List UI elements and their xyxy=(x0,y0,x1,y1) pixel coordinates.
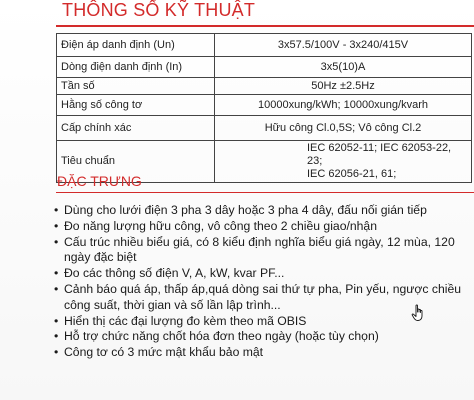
spec-value-line: Hữu công Cl.0,5S; Vô công Cl.2 xyxy=(264,121,422,134)
bullet-icon: • xyxy=(54,329,59,344)
hand-pointer-icon xyxy=(411,304,427,322)
spec-value xyxy=(215,116,472,141)
list-item xyxy=(54,235,472,267)
list-item xyxy=(54,282,472,314)
page-title: THÔNG SỐ KỸ THUẬT xyxy=(62,0,256,20)
bullet-icon: • xyxy=(54,203,59,217)
spec-value-line: 10000xung/kWh; 10000xung/kvarh xyxy=(257,98,428,111)
features-underline xyxy=(56,192,474,193)
list-item xyxy=(54,345,472,361)
table-row xyxy=(57,78,472,95)
spec-label: Tiêu chuẩn xyxy=(57,141,215,183)
table-row xyxy=(57,57,472,78)
feature-text: Đo năng lượng hữu công, vô công theo 2 chiều giao/nhận xyxy=(64,218,377,233)
list-item xyxy=(54,266,472,282)
list-item xyxy=(54,314,472,330)
features-list xyxy=(54,203,472,361)
spec-value-line: 3x5(10)A xyxy=(320,60,366,73)
bullet-icon: • xyxy=(54,266,59,281)
bullet-icon: • xyxy=(54,234,59,249)
specs-table xyxy=(56,33,472,183)
spec-value xyxy=(215,78,472,95)
spec-label: Dòng điện danh định (In) xyxy=(57,57,215,78)
list-item xyxy=(54,329,472,345)
spec-label: Tần số xyxy=(57,78,215,95)
spec-value-line: 50Hz ±2.5Hz xyxy=(311,79,375,92)
list-item xyxy=(54,203,472,219)
bullet-icon: • xyxy=(54,345,59,360)
bullet-icon: • xyxy=(54,218,59,233)
feature-text: Cảnh báo quá áp, thấp áp,quá dòng sai thứ tự pha, Pin yếu, ngược chiều công suất, thời gian và số lần lập trình... xyxy=(64,281,462,312)
spec-value xyxy=(215,34,472,57)
feature-text: Công tơ có 3 mức mật khẩu bảo mật xyxy=(64,345,264,360)
feature-text: Dùng cho lưới điện 3 pha 3 dây hoặc 3 pha 4 dây, đấu nối gián tiếp xyxy=(64,203,427,217)
title-underline xyxy=(56,25,474,27)
spec-value xyxy=(215,95,472,116)
spec-value-line: 3x57.5/100V - 3x240/415V xyxy=(277,38,409,51)
spec-value xyxy=(215,141,472,183)
feature-text: Hỗ trợ chức năng chốt hóa đơn theo ngày (hoặc tùy chọn) xyxy=(64,329,379,344)
feature-text: Cấu trúc nhiều biểu giá, có 8 kiểu định nghĩa biểu giá ngày, 12 mùa, 120 ngày đặc biệt xyxy=(64,234,455,265)
table-row xyxy=(57,116,472,141)
spec-label: Hằng số công tơ xyxy=(57,95,215,116)
spec-value-line: IEC 62052-11; IEC 62053-22, 23; xyxy=(307,142,452,167)
bullet-icon: • xyxy=(54,281,59,296)
table-row xyxy=(57,95,472,116)
spec-value-line: IEC 62056-21, 61; xyxy=(307,168,397,180)
spec-label: Điện áp danh định (Un) xyxy=(57,34,215,57)
table-row xyxy=(57,34,472,57)
bullet-icon: • xyxy=(54,313,59,328)
list-item xyxy=(54,219,472,235)
spec-label: Cấp chính xác xyxy=(57,116,215,141)
feature-text: Đo các thông số điện V, A, kW, kvar PF... xyxy=(64,266,285,281)
feature-text: Hiển thị các đại lượng đo kèm theo mã OBIS xyxy=(64,313,307,328)
features-title: ĐẶC TRƯNG xyxy=(57,173,142,189)
spec-value xyxy=(215,57,472,78)
